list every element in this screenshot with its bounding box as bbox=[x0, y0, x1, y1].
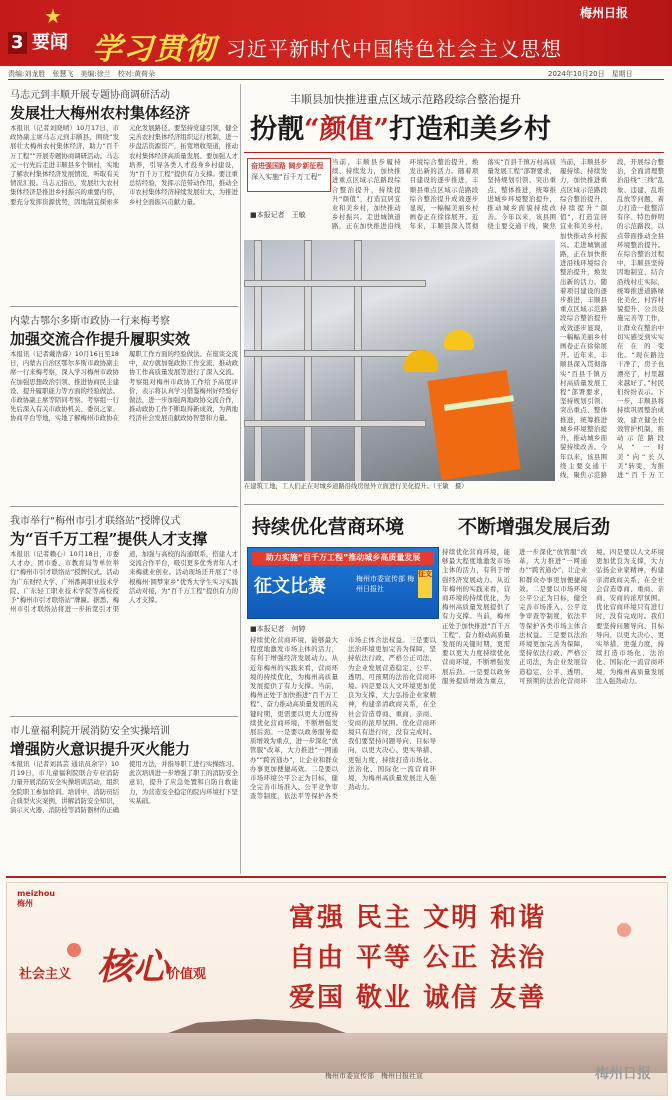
editor-credits: 责编:刘龙胜 张慧飞 美编:徐兰 校对:黄荷朵 bbox=[8, 70, 156, 78]
divider bbox=[6, 876, 666, 878]
article-2-kicker: 内蒙古鄂尔多斯市政协一行来梅考察 bbox=[10, 316, 170, 327]
main-byline: ■本报记者 王敏 bbox=[250, 211, 306, 219]
contest-banner-top: 助力实施“百千万工程”推动城乡高质量发展 bbox=[252, 551, 434, 565]
poster-logo-cn: 梅州 bbox=[17, 899, 33, 908]
flower-icon bbox=[67, 943, 81, 957]
article-1-title: 发展壮大梅州农村集体经济 bbox=[10, 104, 191, 122]
divider bbox=[244, 152, 664, 153]
values-row-2: 自由 平等 公正 法治 bbox=[289, 943, 547, 973]
poster-watermark: 梅州日报 bbox=[595, 1066, 651, 1082]
divider bbox=[10, 506, 238, 507]
flower-icon bbox=[617, 923, 631, 937]
article-4-title: 增强防火意识提升灭火能力 bbox=[10, 740, 191, 758]
poster-credit: 梅州市委宣传部 梅州日报社宣 bbox=[325, 1072, 423, 1080]
column-title: 学习贯彻 bbox=[92, 32, 216, 67]
contest-banner-title: 征文比赛 bbox=[254, 576, 326, 597]
worker-vest bbox=[427, 370, 520, 480]
scaffold-bar bbox=[244, 420, 426, 427]
scaffold-bar bbox=[244, 350, 426, 357]
article-3-body: 本报讯（记者赖心）10月18日，市委人才办、团市委、市教育局等单位举行“梅州市引才联络站”授牌仪式。活动为广东财经大学、广州番禺职业技术学院、广东轻工职业技术学院等高校授予“梅州市引才联络站”牌匾。据悉，梅州市引才联络站将进一步拓宽引才渠道，加强与高校的沟通联系，搭建人才交流合作平台，吸引更多优秀青年人才来梅就业创业。活动现场还开展了“寻根梅州·圆梦家乡”优秀大学生实习实践活动对接，为“百千万工程”提供有力的人才支撑。 bbox=[10, 550, 238, 614]
slogan-values: 价值观 bbox=[167, 967, 207, 982]
biz-title-a: 持续优化营商环境 bbox=[252, 516, 405, 538]
divider bbox=[10, 306, 238, 307]
main-kicker: 丰顺县加快推进重点区域示范路段综合整治提升 bbox=[290, 93, 521, 106]
values-row-3: 爱国 敬业 诚信 友善 bbox=[289, 983, 547, 1013]
contest-banner-tag: 征文 bbox=[418, 570, 432, 598]
badge-line-2: 深入实施“百千万工程” bbox=[251, 173, 322, 181]
article-4-kicker: 市儿童福利院开展消防安全实操培训 bbox=[10, 726, 170, 737]
page-header bbox=[0, 0, 672, 66]
main-headline-part-a: 扮靓 bbox=[250, 114, 304, 145]
masthead-logo: 梅州日报 bbox=[580, 6, 629, 20]
article-2-title: 加强交流合作提升履职实效 bbox=[10, 330, 191, 348]
scaffold-pole bbox=[354, 240, 362, 481]
slogan-socialism: 社会主义 bbox=[19, 967, 72, 982]
scaffold-bar bbox=[244, 280, 426, 287]
poster-logo-en: meizhou bbox=[17, 889, 56, 898]
main-headline-part-b: 打造和美乡村 bbox=[389, 114, 552, 145]
theme-title: 习近平新时代中国特色社会主义思想 bbox=[226, 37, 562, 61]
slogan-core: 核心 bbox=[97, 946, 170, 988]
main-body-top: 当前，丰顺县步履持续、持续发力，加快推进重点区域示范路段综合整治提升，持续提升“颜值”，打造宜居宜业和美乡村，加快推动乡村振兴。走进城镇道路，正在加快推进沿线环境综合整治提升，焕发出新的活力。随着项目建设的逐步推进，丰顺县重点区域示范路段综合整治提升成效逐步显现，一幅幅美丽乡村画卷正在徐徐展开。近年来，丰顺县深入贯彻落实“百县千镇万村高质量发展工程”部署要求，坚持规划引领、突出重点、整体推进，统筹推进城乡环境整治提升，推动城乡面貌持续改善。今年以来，该县围绕主要交通干线，聚焦 bbox=[332, 158, 556, 231]
article-1-body: 本报讯（记者刘晓晴）10月17日，市政协副主席马志元到丰顺县，围绕“发展壮大梅州农村集体经济，助力“百千万工程””开展专题协商调研活动。马志元一行先后走进丰顺县多个镇村，实地了解农村集体经济发展情况，听取有关情况汇报。马志元指出，发展壮大农村集体经济是推进乡村振兴的重要内容，要充分发挥资源优势，因地制宜探索多元化发展路径。要坚持党建引领，健全完善农村集体经济组织运行机制，进一步盘活资源资产，拓宽增收渠道，推动农村集体经济高质量发展。要加强人才培养，引导各类人才投身乡村建设，为“百千万工程”提供有力支撑。要注重总结经验，发挥示范带动作用，推动全市农村集体经济持续发展壮大，为推进乡村全面振兴贡献力量。 bbox=[10, 124, 238, 206]
article-1-kicker: 马志元到丰顺开展专题协商调研活动 bbox=[10, 90, 170, 101]
main-body-side: 当前，丰顺县步履持续、持续发力，加快推进重点区域示范路段综合整治提升，持续提升“颜值”，打造宜居宜业和美乡村，加快推动乡村振兴。走进城镇道路，正在加快推进沿线环境综合整治提升，焕发出新的活力。随着项目建设的逐步推进，丰顺县重点区域示范路段综合整治提升成效逐步显现，一幅幅美丽乡村画卷正在徐徐展开。近年来，丰顺县深入贯彻落实“百县千镇万村高质量发展工程”部署要求，坚持规划引领、突出重点、整体推进，统筹推进城乡环境整治提升，推动城乡面貌持续改善。今年以来，该县围绕主要交通干线，聚焦示范路段，开展综合整治，全面清理整治沿线“三线”乱象、违建、乱堆乱放等问题，着力打造一批整洁有序、特色鲜明的示范路段，以点带面推动全县环境整治提升。在综合整治过程中，丰顺县坚持因地制宜，结合沿线村庄实际，统筹推进道路绿化美化、村容村貌提升、公共设施完善等工作，让群众在整治中切实感受到实实在在的变化。“现在路边干净了，房子也漂亮了，村里越来越好了。”村民们纷纷表示。下一步，丰顺县将持续巩固整治成效，建立健全长效管护机制，推动示范路段从“一时美”向“长久美”转变，为推进“百千万工 bbox=[560, 158, 664, 479]
contest-banner-org: 梅州市委宣传部 梅州日报社 bbox=[356, 575, 415, 593]
section-number: 3 bbox=[8, 32, 27, 54]
scaffold-pole bbox=[254, 240, 262, 481]
badge-line-1: 奋进强国路 阔步新征程 bbox=[251, 162, 324, 170]
news-photo bbox=[244, 240, 555, 481]
values-row-1: 富强 民主 文明 和谐 bbox=[289, 903, 547, 933]
building-silhouette bbox=[7, 1033, 667, 1073]
photo-caption: 在建筑工地，工人们正在对城乡道路沿线房屋外立面进行美化提升。（王敏 摄） bbox=[244, 483, 468, 490]
biz-body-right: 持续优化营商环境，能够最大程度地激发市场主体的活力，有利于增强经济发展动力。从近年梅州的实践来看，营商环境的持续优化，为梅州高质量发展提供了有力支撑。当前，梅州正处于加快推进“百千万工程”、奋力推动高质量发展的关键时期，更需要以更大力度持续优化营商环境，不断增强发展后劲。一是要以政务服务提质增效为重点，进一步深化“放管服”改革，大力推进“一网通办”“跨省通办”，让企业和群众办事更加便捷高效。二是要以市场环境公平公正为目标，健全完善市场准入、公平竞争审查等制度，依法平等保护各类市场主体合法权益。三是要以法治环境更加完善为保障，坚持依法行政、严格公正司法，为企业发展营造稳定、公平、透明、可预期的法治化营商环境。四是要以人文环境更加优良为支撑，大力弘扬企业家精神，构建亲清政商关系，在全社会营造尊商、重商、亲商、安商的浓厚氛围。优化营商环境只有进行时，没有完成时。我们要坚持问题导向、目标导向，以更大决心、更实举措、更强力度，持续打造市场化、法治化、国际化一流营商环境，为梅州高质量发展注入强劲动力。 bbox=[442, 548, 664, 685]
star-icon: ★ bbox=[44, 4, 62, 28]
section-name: 要闻 bbox=[32, 32, 68, 53]
main-headline-quote: “颜值” bbox=[304, 114, 390, 145]
biz-byline: ■本报记者 何婷 bbox=[250, 625, 306, 633]
biz-body-left: 持续优化营商环境，能够最大程度地激发市场主体的活力，有利于增强经济发展动力。从近年梅州的实践来看，营商环境的持续优化，为梅州高质量发展提供了有力支撑。当前，梅州正处于加快推进“百千万工程”、奋力推动高质量发展的关键时期，更需要以更大力度持续优化营商环境，不断增强发展后劲。一是要以政务服务提质增效为重点，进一步深化“放管服”改革，大力推进“一网通办”“跨省通办”，让企业和群众办事更加便捷高效。二是要以市场环境公平公正为目标，健全完善市场准入、公平竞争审查等制度，依法平等保护各类市场主体合法权益。三是要以法治环境更加完善为保障，坚持依法行政、严格公正司法，为企业发展营造稳定、公平、透明、可预期的法治化营商环境。四是要以人文环境更加优良为支撑，大力弘扬企业家精神，构建亲清政商关系，在全社会营造尊商、重商、亲商、安商的浓厚氛围。优化营商环境只有进行时，没有完成时。我们要坚持问题导向、目标导向，以更大决心、更实举措、更强力度，持续打造市场化、法治化、国际化一流营商环境，为梅州高质量发展注入强劲动力。 bbox=[250, 636, 436, 801]
poster-logo bbox=[17, 889, 55, 909]
divider bbox=[244, 504, 664, 505]
core-values-poster bbox=[6, 882, 668, 1096]
article-4-body: 本报讯（记者刘昌芸 通讯员余宇）10月19日，市儿童福利院联合专业消防力量开展消防安全实操培训活动，组织全院职工参加培训。培训中，消防员结合典型火灾案例，讲解消防安全知识，演示灭火器、消防栓等消防器材的正确使用方法，并指导职工进行实操练习。此次培训进一步增强了职工的消防安全意识，提升了应急处置和自防自救能力，为营造安全稳定的院内环境打下坚实基础。 bbox=[10, 760, 238, 815]
issue-date: 2024年10月20日 星期日 bbox=[548, 70, 633, 78]
helmet-icon bbox=[444, 330, 474, 350]
main-headline bbox=[250, 107, 664, 146]
helmet-icon bbox=[404, 350, 438, 372]
campaign-badge bbox=[247, 158, 331, 192]
article-3-title: 为“百千万工程”提供人才支撑 bbox=[10, 530, 208, 548]
divider bbox=[10, 716, 238, 717]
scaffold-pole bbox=[304, 240, 312, 481]
biz-title-b: 不断增强发展后劲 bbox=[458, 516, 611, 538]
contest-banner bbox=[247, 547, 439, 619]
column-divider bbox=[240, 84, 241, 874]
divider bbox=[8, 79, 664, 80]
article-2-body: 本报讯（记者戴浩睿）10月16日至18日，内蒙古自治区鄂尔多斯市政协副主席一行来梅考察，深入学习梅州市政协在加强思想政治引领、推进协商民主建设、提升履职能力等方面的经验做法。市政协副主席等陪同考察。考察组一行先后深入有关市政协机关、委员之家、协商平台等地，实地了解梅州市政协在履职工作方面的经验做法。在座谈交流中，双方就加强政协工作交流、推动政协工作高质量发展等进行了深入交流。考察组对梅州市政协工作给予高度评价，表示将认真学习借鉴梅州好经验好做法，进一步加强两地政协交流合作，推动政协工作不断取得新成效，为两地经济社会发展贡献政协智慧和力量。 bbox=[10, 350, 238, 423]
article-3-kicker: 我市举行“梅州市引才联络站”授牌仪式 bbox=[10, 516, 181, 527]
